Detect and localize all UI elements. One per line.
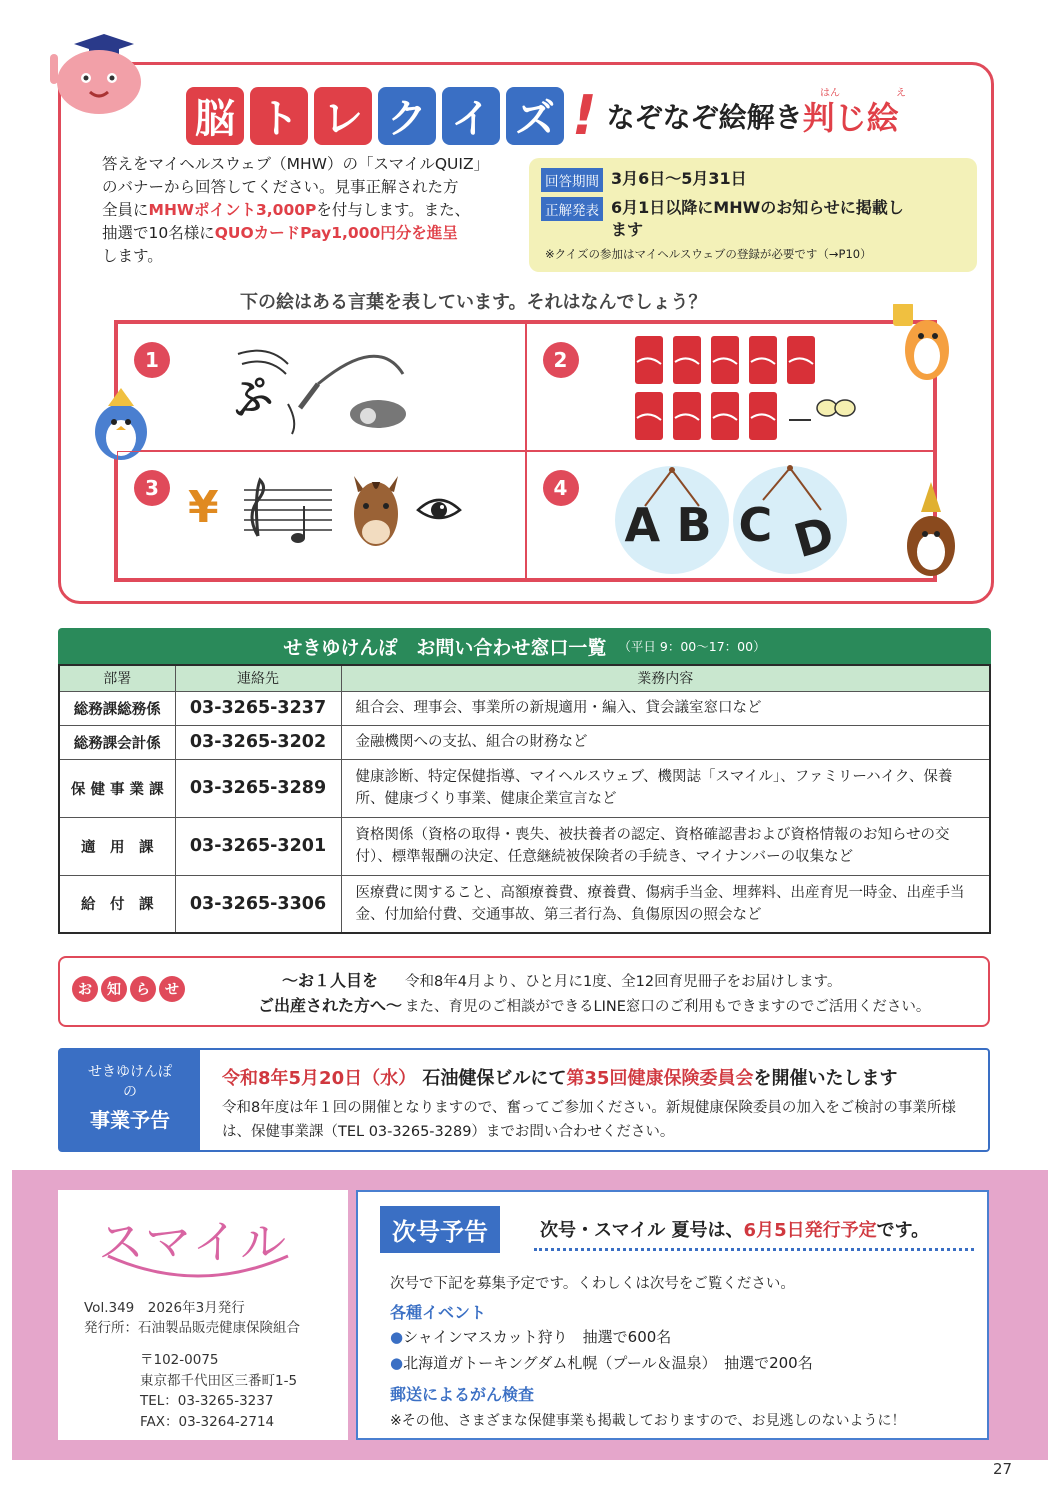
quiz-cell-1 bbox=[117, 323, 526, 451]
table-row bbox=[59, 875, 990, 933]
contact-title: せきゆけんぽ お問い合わせ窓口一覧 bbox=[283, 636, 607, 659]
col-header-dept: 部署 bbox=[59, 665, 175, 691]
letter-d: D bbox=[787, 505, 840, 569]
title-tile: イ bbox=[442, 87, 500, 145]
col-header-tel: 連絡先 bbox=[175, 665, 341, 691]
quiz-description bbox=[102, 153, 522, 268]
event-body: 令和8年度は年１回の開催となりますので、奮ってご参加ください。新規健康保険委員の加入をご検討の事業所様は、保健事業課（TEL 03-3265-3289）までお問い合わせください。 bbox=[222, 1100, 956, 1140]
ruby-han: はん bbox=[820, 88, 840, 99]
table-row bbox=[59, 759, 990, 817]
work-cell: 資格関係（資格の取得・喪失、被扶養者の認定、資格確認書および資格情報のお知らせの交付）、標準報酬の決定、任意継続被保険者の手続き、マイナンバーの収集など bbox=[341, 817, 990, 875]
title-tile: ト bbox=[250, 87, 308, 145]
tel-cell: 03-3265-3201 bbox=[175, 817, 341, 875]
dept-cell: 保 健 事 業 課 bbox=[59, 759, 175, 817]
quiz-number: 4 bbox=[543, 470, 579, 506]
desc-highlight: QUOカードPay1,000円分を進呈 bbox=[214, 224, 458, 242]
quiz-number: 2 bbox=[543, 342, 579, 378]
desc-line: します。 bbox=[102, 247, 163, 265]
publication-zip: 〒102-0075 bbox=[140, 1352, 219, 1368]
work-cell: 医療費に関すること、高額療養費、療養費、傷病手当金、埋葬料、出産育児一時金、出産手当金、付加給付費、交通事故、第三者行為、負傷原因の照会など bbox=[341, 875, 990, 933]
event-box bbox=[58, 1048, 990, 1152]
work-cell: 組合会、理事会、事業所の新規適用・編入、貸会議室窓口など bbox=[341, 691, 990, 725]
notice-title-line: ～お１人目を bbox=[281, 971, 378, 990]
title-tile: ズ bbox=[506, 87, 564, 145]
next-cancer-heading: 郵送によるがん検査 bbox=[390, 1385, 535, 1404]
notice-badge: お bbox=[72, 976, 98, 1002]
next-head-date: 6月5日発行予定 bbox=[743, 1220, 877, 1241]
ruby-e: え bbox=[896, 88, 906, 99]
notice-badges bbox=[72, 976, 188, 1002]
dept-cell: 給 付 課 bbox=[59, 875, 175, 933]
notice-box bbox=[58, 956, 990, 1027]
quiz-number: 1 bbox=[134, 342, 170, 378]
next-issue-note: ※その他、さまざまな保健事業も掲載しておりますので、お見逃しのないように！ bbox=[390, 1413, 906, 1429]
desc-highlight: MHWポイント3,000P bbox=[148, 201, 317, 219]
bullet-icon: ● bbox=[390, 1354, 404, 1372]
desc-line: 答えをマイヘルスウェブ（MHW）の「スマイルQUIZ」 bbox=[102, 155, 490, 173]
quiz-cell-4 bbox=[526, 451, 935, 579]
letter-c: C bbox=[738, 498, 773, 552]
dept-cell: 総務課総務係 bbox=[59, 691, 175, 725]
event-label-line: せきゆけんぽ bbox=[88, 1064, 172, 1080]
list-item bbox=[390, 1352, 813, 1373]
notice-body-line: 令和8年4月より、ひと月に1度、全12回育児冊子をお届けします。 bbox=[405, 974, 842, 990]
event-date: 令和8年5月20日（水） bbox=[222, 1068, 417, 1089]
next-issue-heading bbox=[540, 1216, 929, 1242]
tel-cell: 03-3265-3289 bbox=[175, 759, 341, 817]
eye-icon bbox=[414, 492, 464, 526]
title-exclamation: ! bbox=[572, 84, 597, 147]
desc-line bbox=[102, 199, 522, 222]
work-cell: 金融機関への支払、組合の財務など bbox=[341, 725, 990, 759]
period-value: 3月6日～5月31日 bbox=[611, 169, 747, 188]
list-item-text: シャインマスカット狩り 抽選で600名 bbox=[403, 1328, 672, 1346]
publication-vol: Vol.349 2026年3月発行 bbox=[84, 1300, 245, 1316]
next-head-text: です。 bbox=[876, 1220, 930, 1241]
quiz-cell-3 bbox=[117, 451, 526, 579]
table-row bbox=[59, 817, 990, 875]
period-label: 回答期間 bbox=[541, 168, 603, 192]
table-row bbox=[59, 691, 990, 725]
letter-b: B bbox=[676, 498, 712, 552]
title-tile: ク bbox=[378, 87, 436, 145]
notice-badge: せ bbox=[159, 976, 185, 1002]
work-cell: 健康診断、特定保健指導、マイヘルスウェブ、機関誌「スマイル」、ファミリーハイク、保養所、健康づくり事業、健康企業宣言など bbox=[341, 759, 990, 817]
publication-street: 東京都千代田区三番町1-5 bbox=[140, 1372, 298, 1389]
contact-header bbox=[58, 628, 991, 664]
cans-and-butterfly-icon bbox=[631, 332, 863, 442]
quiz-grid bbox=[114, 320, 937, 582]
table-row bbox=[59, 725, 990, 759]
quiz-subtitle: なぞなぞ絵解き bbox=[606, 100, 803, 134]
event-label bbox=[60, 1050, 200, 1150]
next-head-text: 次号・スマイル 夏号は、 bbox=[540, 1220, 744, 1241]
contact-hours: （平日 9：00～17：00） bbox=[618, 639, 766, 654]
bird-mascot-icon bbox=[889, 290, 959, 390]
pen-mascot-icon bbox=[897, 482, 965, 582]
hiragana-pu: ぷ bbox=[224, 369, 278, 426]
tel-cell: 03-3265-3306 bbox=[175, 875, 341, 933]
tel-cell: 03-3265-3202 bbox=[175, 725, 341, 759]
quiz-cell-2 bbox=[526, 323, 935, 451]
notice-badge: ら bbox=[130, 976, 156, 1002]
event-label-line: の bbox=[123, 1084, 137, 1100]
quiz-number: 3 bbox=[134, 470, 170, 506]
col-header-work: 業務内容 bbox=[341, 665, 990, 691]
tel-cell: 03-3265-3237 bbox=[175, 691, 341, 725]
desc-text: を付与します。また、 bbox=[316, 201, 471, 219]
publication-tel: TEL：03-3265-3237 bbox=[140, 1393, 274, 1409]
event-text: 石油健保ビルにて bbox=[416, 1068, 567, 1089]
event-headline bbox=[222, 1064, 897, 1090]
yen-symbol: ¥ bbox=[188, 482, 219, 533]
event-meeting: 第35回健康保険委員会 bbox=[566, 1068, 754, 1089]
music-staff-icon bbox=[238, 476, 338, 546]
desc-text: 全員に bbox=[102, 201, 149, 219]
event-label-main: 事業予告 bbox=[90, 1108, 170, 1132]
contact-table-section bbox=[58, 628, 991, 934]
letter-a: A bbox=[624, 498, 661, 552]
list-item bbox=[390, 1326, 671, 1347]
notice-title-line: ご出産された方へ～ bbox=[257, 996, 402, 1015]
desc-line bbox=[102, 222, 522, 245]
quiz-subtitle-red: 判じ絵 bbox=[802, 98, 899, 137]
announce-label: 正解発表 bbox=[541, 197, 603, 221]
dept-cell: 総務課会計係 bbox=[59, 725, 175, 759]
announce-value: 6月1日以降にMHWのお知らせに掲載します bbox=[611, 198, 904, 239]
smile-logo: スマイル bbox=[98, 1215, 289, 1269]
next-issue-box bbox=[356, 1190, 989, 1440]
publication-info bbox=[84, 1298, 300, 1338]
brain-mascot-icon bbox=[34, 30, 152, 130]
next-events-heading: 各種イベント bbox=[390, 1303, 487, 1322]
publication-fax: FAX：03-3264-2714 bbox=[140, 1413, 275, 1430]
page-number: 27 bbox=[993, 1460, 1013, 1478]
publication-info-box bbox=[58, 1190, 348, 1440]
quiz-title bbox=[186, 84, 899, 147]
dept-cell: 適 用 課 bbox=[59, 817, 175, 875]
desc-text: 抽選で10名様に bbox=[102, 224, 215, 242]
notice-body bbox=[405, 970, 930, 1020]
horse-face-icon bbox=[346, 472, 406, 552]
list-item-text: 北海道ガトーキングダム札幌（プール＆温泉） 抽選で200名 bbox=[403, 1354, 813, 1372]
dotted-divider bbox=[534, 1248, 974, 1251]
publication-address bbox=[140, 1350, 297, 1432]
quiz-info-box bbox=[529, 158, 977, 272]
info-note: ※クイズの参加はマイヘルスウェブの登録が必要です（→P10） bbox=[545, 247, 872, 261]
next-issue-badge: 次号予告 bbox=[380, 1206, 500, 1253]
title-tile: レ bbox=[314, 87, 372, 145]
quiz-question: 下の絵はある言葉を表しています。それはなんでしょう？ bbox=[240, 292, 707, 313]
contact-table bbox=[58, 664, 991, 934]
notice-body-line: また、育児のご相談ができるLINE窓口のご利用もできますのでご活用ください。 bbox=[405, 999, 931, 1015]
bullet-icon: ● bbox=[390, 1328, 404, 1346]
desc-line: のバナーから回答してください。見事正解された方 bbox=[102, 178, 459, 196]
event-text: を開催いたします bbox=[753, 1068, 898, 1089]
notice-badge: 知 bbox=[101, 976, 127, 1002]
publication-publisher: 発行所：石油製品販売健康保険組合 bbox=[84, 1320, 300, 1336]
title-tile: 脳 bbox=[186, 87, 244, 145]
next-issue-intro: 次号で下記を募集予定です。くわしくは次号をご覧ください。 bbox=[390, 1276, 795, 1292]
smile-arc-icon bbox=[98, 1246, 298, 1286]
